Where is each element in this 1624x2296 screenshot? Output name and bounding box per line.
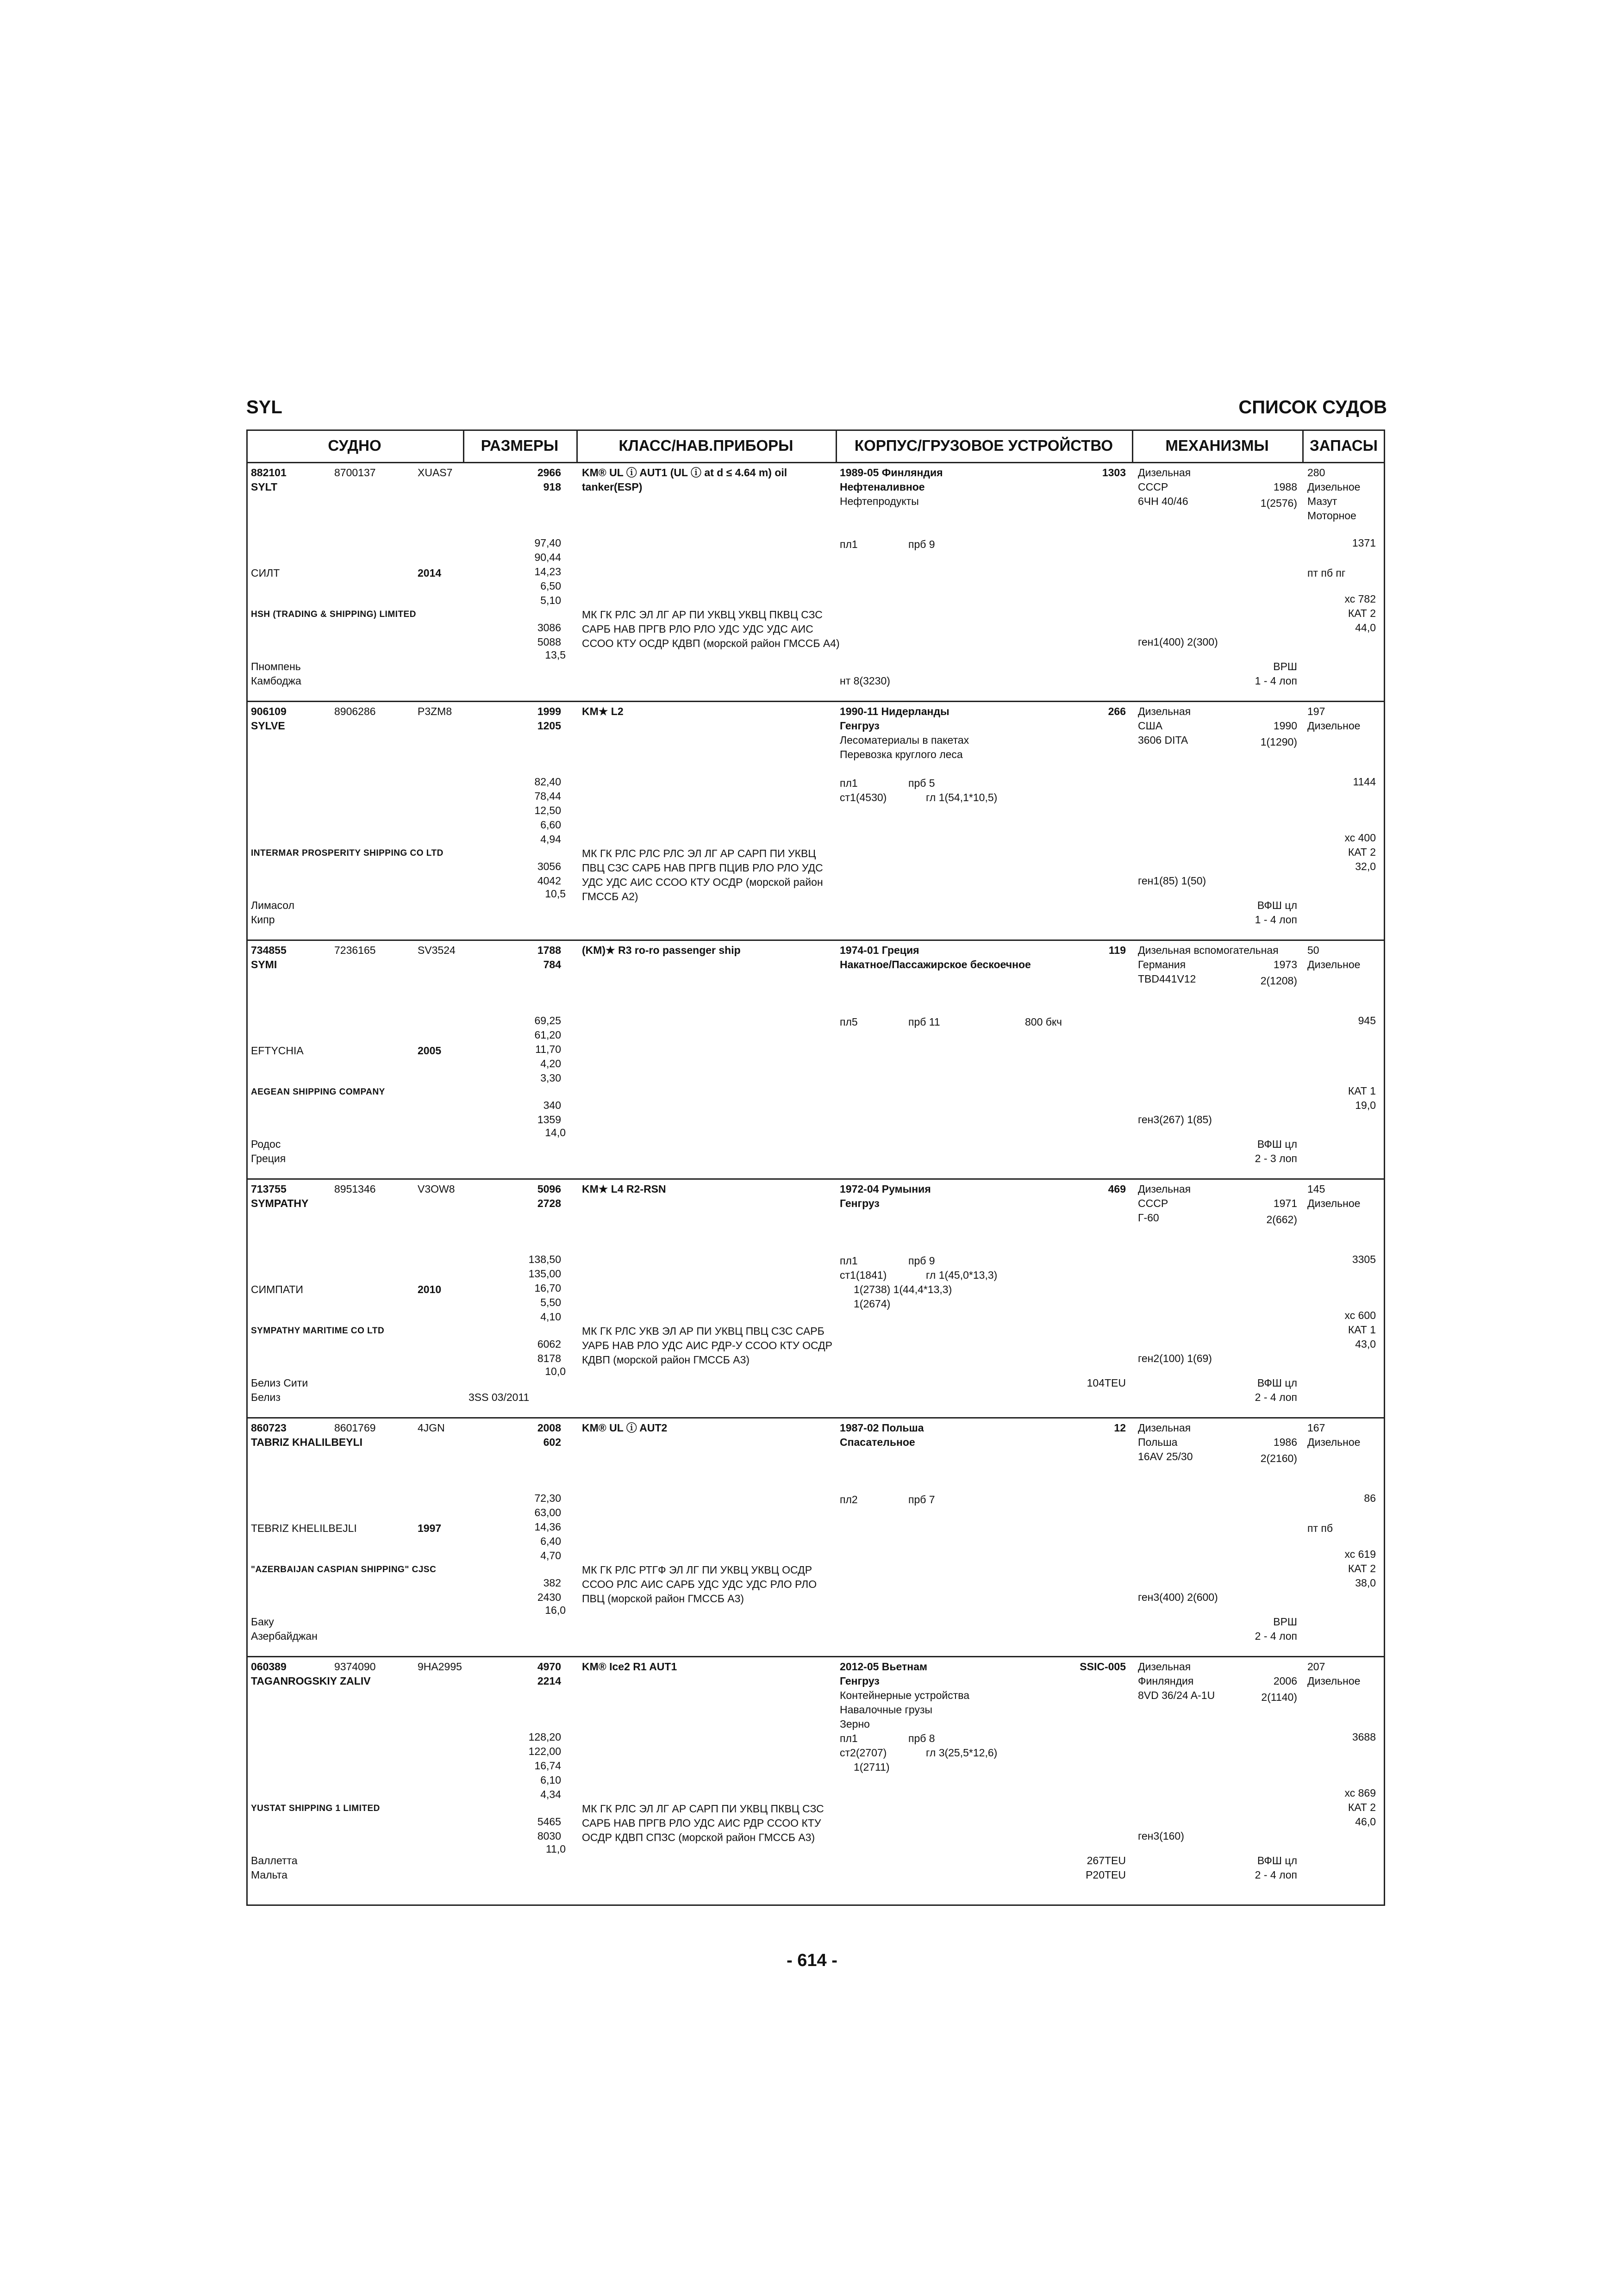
dimension-value: 5,10 — [540, 594, 561, 606]
home-port: Белиз Сити — [251, 1376, 308, 1389]
ship-name: SYLT — [251, 481, 278, 493]
dimension-value: 6,50 — [540, 579, 561, 592]
speed-value: 13,5 — [545, 648, 566, 661]
fuel-capacity: 167 — [1307, 1422, 1325, 1434]
decks: пл1 — [840, 1255, 858, 1267]
fuel-total: 3688 — [1352, 1730, 1376, 1743]
fuel-type: Дизельное — [1307, 481, 1361, 493]
ship-record — [246, 1179, 1385, 1418]
generators: ген2(100) 1(69) — [1138, 1352, 1212, 1364]
record-divider — [246, 1417, 1385, 1419]
dimension-value: 69,25 — [534, 1014, 561, 1027]
propeller-blades: 2 - 4 лоп — [1255, 1630, 1297, 1642]
fuel-misc: пт пб — [1307, 1522, 1333, 1534]
fuel-type-3: Моторное — [1307, 510, 1356, 522]
deadweight: 2008 — [537, 1422, 561, 1434]
holds: ст1(1841) — [840, 1269, 887, 1281]
deadweight: 1999 — [537, 705, 561, 717]
category-value: 19,0 — [1355, 1099, 1376, 1111]
hull-note: 1(2674) — [854, 1298, 891, 1310]
engine-year: 1973 — [1273, 958, 1297, 971]
teu-capacity-2: P20TEU — [1086, 1868, 1126, 1881]
col-header-mekh: МЕХАНИЗМЫ — [1165, 437, 1269, 454]
dimension-value: 14,36 — [534, 1520, 561, 1533]
hatches: гл 3(25,5*12,6) — [926, 1747, 998, 1759]
dimension-value: 5,50 — [540, 1296, 561, 1308]
capacity-value: 340 — [543, 1099, 561, 1111]
fuel-type: Дизельное — [1307, 720, 1361, 732]
dimension-value: 72,30 — [534, 1492, 561, 1504]
ship-record — [246, 463, 1385, 702]
engine-model: 8VD 36/24 A-1U — [1138, 1689, 1215, 1701]
category-value: 43,0 — [1355, 1338, 1376, 1350]
hatches: гл 1(45,0*13,3) — [926, 1269, 998, 1281]
engine-power: 1(1290) — [1260, 736, 1297, 748]
xc-value: хс 619 — [1344, 1548, 1376, 1560]
owner-name: "AZERBAIJAN CASPIAN SHIPPING" CJSC — [251, 1565, 437, 1574]
build-date-country: 1987-02 Польша — [840, 1422, 924, 1434]
build-year: 2005 — [418, 1045, 442, 1057]
gross-tonnage: 1205 — [537, 720, 561, 732]
engine-country: США — [1138, 720, 1163, 732]
capacity-value: 3086 — [537, 621, 561, 634]
yard-number: 469 — [1108, 1183, 1126, 1195]
gross-tonnage: 2214 — [537, 1675, 561, 1687]
former-name: EFTYCHIA — [251, 1045, 304, 1057]
fuel-capacity: 280 — [1307, 467, 1325, 479]
generators: ген3(160) — [1138, 1829, 1184, 1842]
capacity-value: 3056 — [537, 860, 561, 872]
engine-model: 3606 DITA — [1138, 734, 1188, 746]
dimension-value: 63,00 — [534, 1506, 561, 1518]
teu-capacity: 267TEU — [1087, 1854, 1126, 1867]
nav-equipment: МК ГК РЛС ЭЛ ЛГ АР САРП ПИ УКВЦ ПКВЦ СЗС САРБ НАВ ПРГВ РЛО УДС АИС РДР ССОО КТУ ОСДР КДВП СПЗС (морской район ГМССБ А3) — [582, 1802, 824, 1843]
cargo-type-2: Навалочные грузы — [840, 1704, 933, 1716]
call-sign: 9HA2995 — [418, 1661, 462, 1673]
dimension-value: 6,60 — [540, 818, 561, 831]
ship-type: Генгруз — [840, 1675, 880, 1687]
category: КАТ 2 — [1348, 1801, 1376, 1813]
decks: пл5 — [840, 1016, 858, 1028]
imo-number: 8601769 — [334, 1422, 376, 1434]
engine-type: Дизельная — [1138, 705, 1191, 717]
capacity-value: 4042 — [537, 874, 561, 887]
deadweight: 2966 — [537, 467, 561, 479]
build-date-country: 1989-05 Финляндия — [840, 467, 943, 479]
fuel-total: 3305 — [1352, 1253, 1376, 1265]
engine-type: Дизельная — [1138, 1661, 1191, 1673]
col-header-sudno: СУДНО — [328, 437, 381, 454]
xc-value: хс 400 — [1344, 831, 1376, 844]
yard-number: 119 — [1108, 944, 1126, 956]
dimension-value: 16,74 — [534, 1759, 561, 1772]
ship-number: 060389 — [251, 1661, 287, 1673]
propeller-blades: 1 - 4 лоп — [1255, 913, 1297, 926]
category: КАТ 1 — [1348, 1084, 1376, 1097]
fuel-capacity: 197 — [1307, 705, 1325, 717]
page-header-left: SYL — [246, 397, 282, 417]
page-number: - 614 - — [787, 1951, 837, 1970]
fuel-type: Дизельное — [1307, 1436, 1361, 1448]
record-divider — [246, 1178, 1385, 1180]
bulkheads: прб 11 — [908, 1016, 940, 1028]
fuel-capacity: 50 — [1307, 944, 1319, 956]
build-date-country: 1990-11 Нидерланды — [840, 705, 949, 717]
ship-type: Генгруз — [840, 1197, 880, 1209]
dimension-value: 122,00 — [528, 1745, 561, 1757]
extra-capacity: 800 бкч — [1025, 1016, 1062, 1028]
fuel-type: Дизельное — [1307, 1197, 1361, 1209]
call-sign: XUAS7 — [418, 467, 453, 479]
propeller: ВРШ — [1273, 660, 1297, 672]
owner-name: HSH (TRADING & SHIPPING) LIMITED — [251, 610, 416, 619]
capacity-value: 6062 — [537, 1338, 561, 1350]
capacity-value: 8178 — [537, 1352, 561, 1364]
flag-country: Камбоджа — [251, 674, 301, 687]
home-port: Лимасол — [251, 899, 295, 911]
decks: пл1 — [840, 538, 858, 550]
ship-record — [246, 702, 1385, 940]
xc-value: хс 869 — [1344, 1786, 1376, 1799]
engine-year: 1988 — [1273, 481, 1297, 493]
hull-note: нт 8(3230) — [840, 674, 890, 687]
fuel-total: 945 — [1358, 1014, 1376, 1027]
xc-value: хс 600 — [1344, 1309, 1376, 1321]
ship-type: Нефтеналивное — [840, 481, 925, 493]
survey-note: 3SS 03/2011 — [468, 1391, 530, 1403]
propeller-blades: 2 - 4 лоп — [1255, 1391, 1297, 1403]
flag-country: Белиз — [251, 1391, 281, 1403]
build-year: 2014 — [418, 567, 442, 579]
owner-name: SYMPATHY MARITIME CO LTD — [251, 1326, 385, 1336]
flag-country: Мальта — [251, 1868, 287, 1881]
engine-country: Польша — [1138, 1436, 1178, 1448]
teu-capacity: 104TEU — [1087, 1376, 1126, 1389]
col-divider — [836, 429, 837, 462]
gross-tonnage: 2728 — [537, 1197, 561, 1209]
ship-name: TABRIZ KHALILBEYLI — [251, 1436, 363, 1448]
dimension-value: 135,00 — [528, 1267, 561, 1280]
dimension-value: 4,34 — [540, 1788, 561, 1800]
imo-number: 7236165 — [334, 944, 376, 956]
engine-model: 16AV 25/30 — [1138, 1450, 1193, 1462]
bulkheads: прб 7 — [908, 1493, 935, 1506]
propeller: ВФШ цл — [1257, 1854, 1297, 1867]
engine-type: Дизельная вспомогательная — [1138, 944, 1279, 956]
col-header-klass: КЛАСС/НАВ.ПРИБОРЫ — [618, 437, 793, 454]
build-year: 1997 — [418, 1522, 442, 1534]
home-port: Пномпень — [251, 660, 301, 672]
capacity-value: 8030 — [537, 1829, 561, 1842]
ship-type: Спасательное — [840, 1436, 915, 1448]
category: КАТ 2 — [1348, 1562, 1376, 1574]
decks: пл1 — [840, 1732, 858, 1744]
category-value: 38,0 — [1355, 1576, 1376, 1589]
ship-number: 713755 — [251, 1183, 287, 1195]
capacity-value: 5088 — [537, 635, 561, 648]
owner-name: YUSTAT SHIPPING 1 LIMITED — [251, 1804, 380, 1813]
ship-type: Генгруз — [840, 720, 880, 732]
engine-power: 2(662) — [1266, 1213, 1297, 1226]
engine-type: Дизельная — [1138, 467, 1191, 479]
build-date-country: 1974-01 Греция — [840, 944, 919, 956]
bulkheads: прб 8 — [908, 1732, 935, 1744]
dimension-value: 128,20 — [528, 1730, 561, 1743]
holds: ст2(2707) — [840, 1747, 887, 1759]
engine-country: СССР — [1138, 481, 1168, 493]
propeller: ВФШ цл — [1257, 1376, 1297, 1389]
dimension-value: 4,70 — [540, 1549, 561, 1562]
ship-record — [246, 1418, 1385, 1657]
imo-number: 8906286 — [334, 705, 376, 717]
decks: пл2 — [840, 1493, 858, 1506]
category-value: 32,0 — [1355, 860, 1376, 872]
capacity-value: 2430 — [537, 1591, 561, 1603]
owner-name: INTERMAR PROSPERITY SHIPPING CO LTD — [251, 848, 443, 858]
dimension-value: 61,20 — [534, 1028, 561, 1041]
yard-number: SSIC-005 — [1080, 1661, 1126, 1673]
class-notation-2: tanker(ESP) — [582, 481, 643, 493]
build-date-country: 2012-05 Вьетнам — [840, 1661, 927, 1673]
col-divider — [1132, 429, 1133, 462]
yard-number: 266 — [1108, 705, 1126, 717]
category: КАТ 2 — [1348, 607, 1376, 619]
generators: ген1(400) 2(300) — [1138, 635, 1218, 648]
col-divider — [1302, 429, 1304, 462]
gross-tonnage: 918 — [543, 481, 561, 493]
call-sign: 4JGN — [418, 1422, 445, 1434]
dimension-value: 6,10 — [540, 1773, 561, 1786]
home-port: Баку — [251, 1615, 274, 1628]
nav-equipment: МК ГК РЛС РЛС РЛС ЭЛ ЛГ АР САРП ПИ УКВЦ ПВЦ СЗС САРБ НАВ ПРГВ ПЦИВ РЛО РЛО УДС УДС УДС АИС ССОО КТУ ОСДР (морской район ГМССБ А2) — [582, 847, 823, 902]
fuel-misc: пт пб пг — [1307, 567, 1346, 579]
fuel-type: Дизельное — [1307, 958, 1361, 971]
engine-country: Германия — [1138, 958, 1186, 971]
fuel-capacity: 207 — [1307, 1661, 1325, 1673]
flag-country: Кипр — [251, 913, 275, 926]
flag-country: Азербайджан — [251, 1630, 318, 1642]
engine-country: Финляндия — [1138, 1675, 1194, 1687]
record-divider — [246, 940, 1385, 941]
fuel-total: 1144 — [1353, 775, 1376, 788]
yard-number: 12 — [1114, 1422, 1126, 1434]
engine-power: 2(1208) — [1260, 975, 1297, 987]
engine-type: Дизельная — [1138, 1422, 1191, 1434]
class-notation: KM® UL ⓘ AUT1 (UL ⓘ at d ≤ 4.64 m) oil — [582, 467, 787, 479]
speed-value: 10,5 — [545, 887, 566, 900]
engine-type: Дизельная — [1138, 1183, 1191, 1195]
speed-value: 14,0 — [545, 1126, 566, 1139]
dimension-value: 16,70 — [534, 1282, 561, 1294]
generators: ген1(85) 1(50) — [1138, 874, 1206, 887]
cargo-type: Нефтепродукты — [840, 495, 919, 507]
engine-year: 1971 — [1273, 1197, 1297, 1209]
home-port: Родос — [251, 1138, 281, 1150]
class-notation: KM® UL ⓘ AUT2 — [582, 1422, 668, 1434]
class-notation: KM★ L2 — [582, 705, 624, 717]
deadweight: 4970 — [537, 1661, 561, 1673]
dimension-value: 78,44 — [534, 790, 561, 802]
ship-name: SYMPATHY — [251, 1197, 309, 1209]
ship-number: 882101 — [251, 467, 287, 479]
engine-year: 2006 — [1273, 1675, 1297, 1687]
engine-country: СССР — [1138, 1197, 1168, 1209]
nav-equipment: МК ГК РЛС ЭЛ ЛГ АР ПИ УКВЦ УКВЦ ПКВЦ СЗС САРБ НАВ ПРГВ РЛО РЛО УДС УДС УДС АИС ССОО КТУ ОСДР КДВП (морской район ГМССБ А4) — [582, 608, 840, 649]
col-divider — [576, 429, 578, 462]
ship-record — [246, 1657, 1385, 1896]
ship-name: SYLVE — [251, 720, 285, 732]
generators: ген3(400) 2(600) — [1138, 1591, 1218, 1603]
nav-equipment: МК ГК РЛС РТГФ ЭЛ ЛГ ПИ УКВЦ УКВЦ ОСДР ССОО РЛС АИС САРБ УДС УДС УДС РЛО РЛО ПВЦ (морской район ГМССБ А3) — [582, 1563, 817, 1605]
engine-year: 1990 — [1273, 720, 1297, 732]
nav-equipment: МК ГК РЛС УКВ ЭЛ АР ПИ УКВЦ ПВЦ СЗС САРБ УАРБ НАВ РЛО УДС АИС РДР-У ССОО КТУ ОСДР КДВП (морской район ГМССБ А3) — [582, 1325, 832, 1366]
dimension-value: 138,50 — [528, 1253, 561, 1265]
propeller-blades: 1 - 4 лоп — [1255, 674, 1297, 687]
engine-model: 6ЧН 40/46 — [1138, 495, 1188, 507]
dimension-value: 82,40 — [534, 775, 561, 788]
call-sign: P3ZM8 — [418, 705, 452, 717]
capacity-value: 1359 — [537, 1113, 561, 1126]
dimension-value: 4,10 — [540, 1310, 561, 1323]
page-header-right: СПИСОК СУДОВ — [1238, 397, 1387, 417]
ship-record — [246, 940, 1385, 1179]
category-value: 46,0 — [1355, 1815, 1376, 1828]
imo-number: 8951346 — [334, 1183, 376, 1195]
dimension-value: 97,40 — [534, 536, 561, 549]
dimension-value: 6,40 — [540, 1535, 561, 1547]
speed-value: 16,0 — [545, 1604, 566, 1616]
record-divider — [246, 1656, 1385, 1657]
gross-tonnage: 602 — [543, 1436, 561, 1448]
build-year: 2010 — [418, 1283, 442, 1295]
col-header-razmery: РАЗМЕРЫ — [481, 437, 559, 454]
col-header-korpus: КОРПУС/ГРУЗОВОЕ УСТРОЙСТВО — [854, 437, 1113, 454]
engine-year: 1986 — [1273, 1436, 1297, 1448]
dimension-value: 4,20 — [540, 1057, 561, 1070]
former-name: СИЛТ — [251, 567, 280, 579]
fuel-type: Дизельное — [1307, 1675, 1361, 1687]
hatches: гл 1(54,1*10,5) — [926, 791, 998, 803]
imo-number: 8700137 — [334, 467, 376, 479]
dimension-value: 11,70 — [535, 1043, 561, 1055]
speed-value: 11,0 — [545, 1842, 566, 1855]
propeller: ВФШ цл — [1257, 1138, 1297, 1150]
ship-name: SYMI — [251, 958, 277, 971]
yard-number: 1303 — [1102, 467, 1126, 479]
fuel-capacity: 145 — [1307, 1183, 1325, 1195]
ship-number: 734855 — [251, 944, 287, 956]
dimension-value: 90,44 — [534, 551, 561, 563]
category: КАТ 1 — [1348, 1323, 1376, 1336]
holds-extra: 1(2711) — [854, 1761, 890, 1773]
build-date-country: 1972-04 Румыния — [840, 1183, 931, 1195]
fuel-total: 86 — [1364, 1492, 1376, 1504]
record-divider — [246, 701, 1385, 702]
holds-extra: 1(2738) 1(44,4*13,3) — [854, 1283, 952, 1295]
propeller-blades: 2 - 4 лоп — [1255, 1868, 1297, 1881]
engine-power: 2(2160) — [1260, 1452, 1297, 1464]
cargo-type-3: Зерно — [840, 1718, 870, 1730]
class-notation: KM★ L4 R2-RSN — [582, 1183, 666, 1195]
dimension-value: 12,50 — [534, 804, 561, 816]
propeller-blades: 2 - 3 лоп — [1255, 1152, 1297, 1164]
owner-name: AEGEAN SHIPPING COMPANY — [251, 1087, 385, 1097]
dimension-value: 3,30 — [540, 1071, 561, 1084]
home-port: Валлетта — [251, 1854, 298, 1867]
flag-country: Греция — [251, 1152, 286, 1164]
call-sign: V3OW8 — [418, 1183, 455, 1195]
cargo-type: Лесоматериалы в пакетах — [840, 734, 969, 746]
class-notation: (KM)★ R3 ro-ro passenger ship — [582, 944, 741, 956]
cargo-type: Контейнерные устройства — [840, 1689, 969, 1701]
category: КАТ 2 — [1348, 846, 1376, 858]
ship-name: TAGANROGSKIY ZALIV — [251, 1675, 371, 1687]
propeller: ВРШ — [1273, 1615, 1297, 1628]
ship-number: 906109 — [251, 705, 287, 717]
dimension-value: 14,23 — [534, 565, 561, 578]
class-notation: KM® Ice2 R1 AUT1 — [582, 1661, 677, 1673]
bulkheads: прб 5 — [908, 777, 935, 789]
fuel-total: 1371 — [1352, 536, 1376, 549]
cargo-type-2: Перевозка круглого леса — [840, 748, 963, 760]
dimension-value: 4,94 — [540, 833, 561, 845]
ship-number: 860723 — [251, 1422, 287, 1434]
imo-number: 9374090 — [334, 1661, 376, 1673]
col-divider — [463, 429, 464, 462]
propeller: ВФШ цл — [1257, 899, 1297, 911]
category-value: 44,0 — [1355, 621, 1376, 634]
xc-value: хс 782 — [1344, 592, 1376, 605]
capacity-value: 5465 — [537, 1815, 561, 1828]
engine-model: Г-60 — [1138, 1212, 1159, 1224]
bulkheads: прб 9 — [908, 1255, 935, 1267]
former-name: TEBRIZ KHELILBEJLI — [251, 1522, 357, 1534]
gross-tonnage: 784 — [543, 958, 561, 971]
engine-power: 1(2576) — [1260, 497, 1297, 509]
capacity-value: 382 — [543, 1576, 561, 1589]
ship-type: Накатное/Пассажирское бескоечное — [840, 958, 1031, 971]
deadweight: 1788 — [537, 944, 561, 956]
engine-power: 2(1140) — [1261, 1691, 1297, 1703]
decks: пл1 — [840, 777, 858, 789]
engine-model: TBD441V12 — [1138, 973, 1196, 985]
call-sign: SV3524 — [418, 944, 456, 956]
fuel-type-2: Мазут — [1307, 495, 1337, 507]
col-header-zapasy: ЗАПАСЫ — [1310, 437, 1378, 454]
holds: ст1(4530) — [840, 791, 887, 803]
deadweight: 5096 — [537, 1183, 561, 1195]
former-name: СИМПАТИ — [251, 1283, 303, 1295]
speed-value: 10,0 — [545, 1365, 566, 1377]
bulkheads: прб 9 — [908, 538, 935, 550]
generators: ген3(267) 1(85) — [1138, 1113, 1212, 1126]
